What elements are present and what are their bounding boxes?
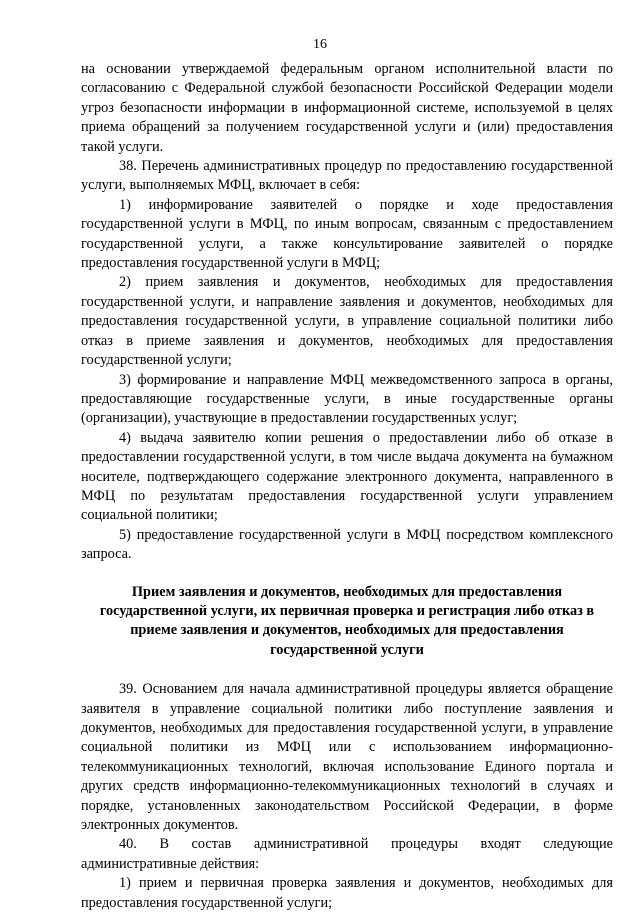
section-heading: Прием заявления и документов, необходимых для предоставления государственной услуги, их первичная проверка и регистрация либо отказ в приеме заявления и документов, необходимых для предоставления государственной услуги [99,583,595,658]
paragraph-40: 40. В состав административной процедуры входят следующие административные действия: [81,836,613,872]
paragraph-39: 39. Основанием для начала административной процедуры является обращение заявителя в управление социальной политики либо поступление заявления и документов, необходимых для предоставления государственной услуги, в управление социальной политики из МФЦ или с использованием информационно-телекоммуникационных технологий, включая использование Единого портала и других средств информационно-телекоммуникационных технологий в случаях и порядке, установленных законодательством Российской Федерации, в форме электронных документов. [81,681,613,834]
paragraph-continuation: на основании утверждаемой федеральным органом исполнительной власти по согласованию с Федеральной службой безопасности Российской Федерации модели угроз безопасности информации в информационной системе, используемой в целях приема обращений за получением государственной услуги и (или) предоставления такой услуги. [81,61,613,155]
list-item-38-5: 5) предоставление государственной услуги в МФЦ посредством комплексного запроса. [81,526,613,563]
list-item-40-1: 1) прием и первичная проверка заявления и документов, необходимых для предоставления государственной услуги; [81,875,613,911]
list-item-38-2: 2) прием заявления и документов, необходимых для предоставления государственной услуги, и направление заявления и документов, необходимых для предоставления государственной услуги, в управление социальной политики либо отказ в приеме заявления и документов, необходимых для предоставления государственной услуги; [81,274,613,369]
list-item-38-1: 1) информирование заявителей о порядке и ходе предоставления государственной услуги в МФЦ, по иным вопросам, связанным с предоставлением государственной услуги, а также консультирование заявителей о порядке предоставления государственной услуги в МФЦ; [81,196,613,272]
paragraph-38: 38. Перечень административных процедур по предоставлению государственной услуги, выполняемых МФЦ, включает в себя: [81,158,613,194]
list-item-38-4: 4) выдача заявителю копии решения о предоставлении либо об отказе в предоставлении государственной услуги, в том числе выдача документа на бумажном носителе, подтверждающего содержание электронного документа, направленного в МФЦ по результатам предоставления государственной услуги управлением социальной политики; [81,429,613,524]
page-number: 16 [313,37,327,52]
list-item-38-3: 3) формирование и направление МФЦ межведомственного запроса в органы, предоставляющие государственные услуги, в иные государственные органы (организации), участвующие в предоставлении государственных услуг; [81,371,613,427]
document-body [81,60,613,913]
